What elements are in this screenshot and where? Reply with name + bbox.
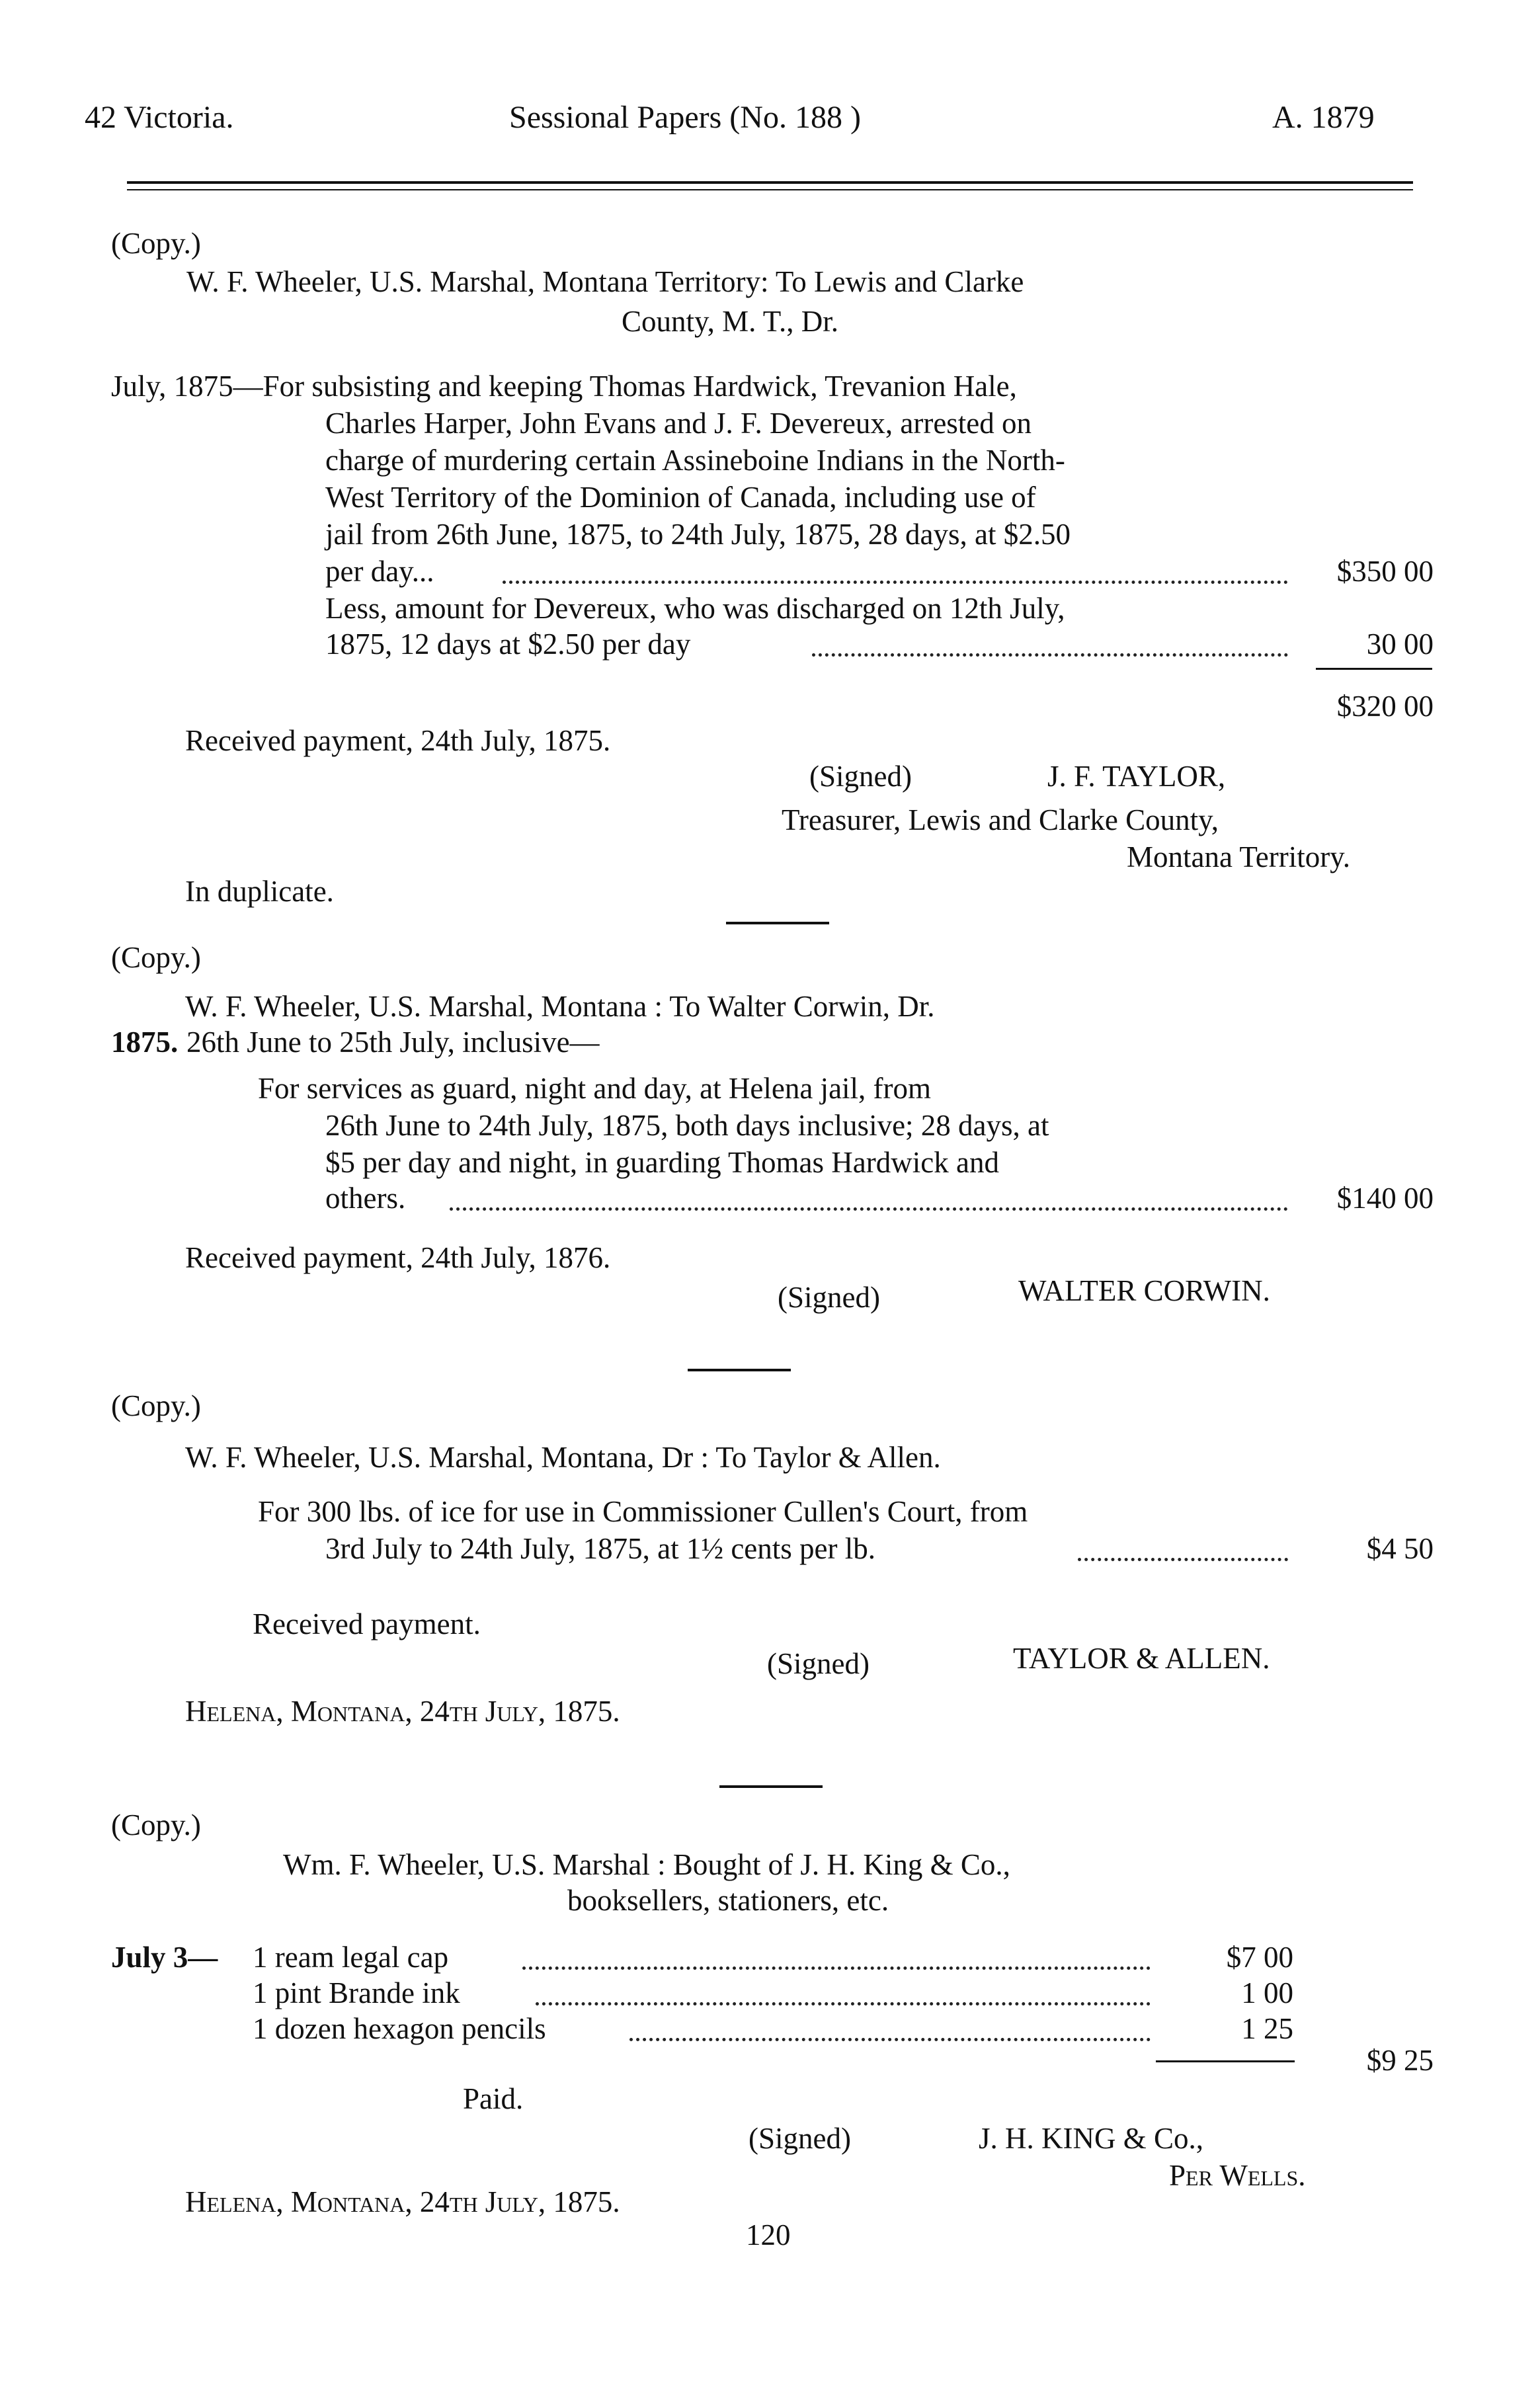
entry-line: jail from 26th June, 1875, to 24th July, 1875, 28 days, at $2.50	[325, 518, 1071, 551]
leader-dots	[450, 1207, 1288, 1211]
signed-label: (Signed)	[809, 760, 912, 793]
header-volume: 42 Victoria.	[85, 100, 234, 135]
sum-rule	[1156, 2060, 1295, 2062]
signer-name: WALTER CORWIN.	[1018, 1274, 1270, 1307]
entry-line: Less, amount for Devereux, who was discharged on 12th July,	[325, 592, 1065, 625]
item-amount: 1 00	[1241, 1976, 1293, 2009]
received-note: Received payment, 24th July, 1875.	[185, 724, 611, 757]
sum-rule	[1316, 668, 1432, 670]
place-date: Helena, Montana, 24th July, 1875.	[185, 2185, 620, 2218]
separator	[719, 1785, 823, 1788]
leader-dots	[629, 2038, 1151, 2041]
leader-dots	[503, 581, 1288, 584]
leader-dots	[812, 653, 1288, 657]
signer-name: TAYLOR & ALLEN.	[1013, 1642, 1270, 1675]
amount: 30 00	[1366, 628, 1434, 661]
place-date: Helena, Montana, 24th July, 1875.	[185, 1695, 620, 1728]
received-note: Received payment.	[253, 1607, 481, 1640]
item-desc: 1 pint Brande ink	[253, 1976, 460, 2009]
entry-title: W. F. Wheeler, U.S. Marshal, Montana Territory: To Lewis and Clarke	[186, 265, 1024, 298]
separator	[688, 1369, 791, 1371]
item-amount: 1 25	[1241, 2012, 1293, 2045]
amount: $140 00	[1336, 1182, 1434, 1215]
item-amount: $7 00	[1226, 1941, 1293, 1974]
entry-line: per day...	[325, 555, 434, 588]
header-title: Sessional Papers (No. 188 )	[509, 100, 861, 135]
entry-line: 1875, 12 days at $2.50 per day	[325, 628, 691, 661]
signed-label: (Signed)	[749, 2122, 851, 2155]
entry-title: W. F. Wheeler, U.S. Marshal, Montana : To Walter Corwin, Dr.	[185, 990, 935, 1023]
leader-dots	[522, 1966, 1151, 1970]
entry-title-cont: booksellers, stationers, etc.	[567, 1884, 889, 1917]
entry-title-cont: County, M. T., Dr.	[622, 305, 838, 338]
total-amount: $320 00	[1336, 690, 1434, 723]
signer-title: Treasurer, Lewis and Clarke County,	[782, 803, 1219, 836]
leader-dots	[536, 2002, 1151, 2005]
paid-note: Paid.	[463, 2082, 524, 2115]
entry-line: others.	[325, 1182, 406, 1215]
received-note: Received payment, 24th July, 1876.	[185, 1241, 611, 1274]
copy-label: (Copy.)	[111, 1389, 201, 1422]
entry-line: $5 per day and night, in guarding Thomas Hardwick and	[325, 1146, 999, 1179]
entry-line: Charles Harper, John Evans and J. F. Devereux, arrested on	[325, 407, 1032, 440]
leader-dots	[1078, 1558, 1288, 1561]
signer-name: J. H. KING & Co.,	[979, 2122, 1204, 2155]
header-rule-top	[127, 181, 1413, 184]
signed-label: (Signed)	[767, 1647, 870, 1680]
separator	[726, 922, 829, 924]
entry-line: 3rd July to 24th July, 1875, at 1½ cents per lb.	[325, 1532, 875, 1565]
entry-line: West Territory of the Dominion of Canada, including use of	[325, 481, 1036, 514]
amount: $350 00	[1336, 555, 1434, 588]
total-amount: $9 25	[1366, 2044, 1434, 2077]
header-rule-bottom	[127, 189, 1413, 190]
signer-title: Montana Territory.	[1127, 840, 1351, 873]
entry-line: July, 1875—For subsisting and keeping Thomas Hardwick, Trevanion Hale,	[111, 370, 1017, 403]
amount: $4 50	[1366, 1532, 1434, 1565]
entry-date: July 3—	[111, 1941, 218, 1974]
header-year: A. 1879	[1272, 100, 1375, 135]
signer-name: J. F. TAYLOR,	[1047, 760, 1226, 793]
entry-line: For 300 lbs. of ice for use in Commissioner Cullen's Court, from	[258, 1495, 1028, 1528]
entry-period: 26th June to 25th July, inclusive—	[186, 1026, 600, 1059]
signed-label: (Signed)	[778, 1281, 880, 1314]
entry-title: Wm. F. Wheeler, U.S. Marshal : Bought of J. H. King & Co.,	[283, 1848, 1010, 1881]
entry-line: charge of murdering certain Assineboine Indians in the North-	[325, 444, 1065, 477]
item-desc: 1 dozen hexagon pencils	[253, 2012, 546, 2045]
item-desc: 1 ream legal cap	[253, 1941, 449, 1974]
entry-year: 1875.	[111, 1026, 179, 1059]
copy-label: (Copy.)	[111, 941, 201, 974]
entry-title: W. F. Wheeler, U.S. Marshal, Montana, Dr : To Taylor & Allen.	[185, 1441, 941, 1474]
duplicate-note: In duplicate.	[185, 875, 334, 908]
copy-label: (Copy.)	[111, 227, 201, 260]
entry-line: 26th June to 24th July, 1875, both days inclusive; 28 days, at	[325, 1109, 1049, 1142]
signer-agent: Per Wells.	[1169, 2159, 1306, 2192]
page-number: 120	[746, 2218, 791, 2251]
entry-line: For services as guard, night and day, at Helena jail, from	[258, 1072, 932, 1105]
copy-label: (Copy.)	[111, 1808, 201, 1842]
